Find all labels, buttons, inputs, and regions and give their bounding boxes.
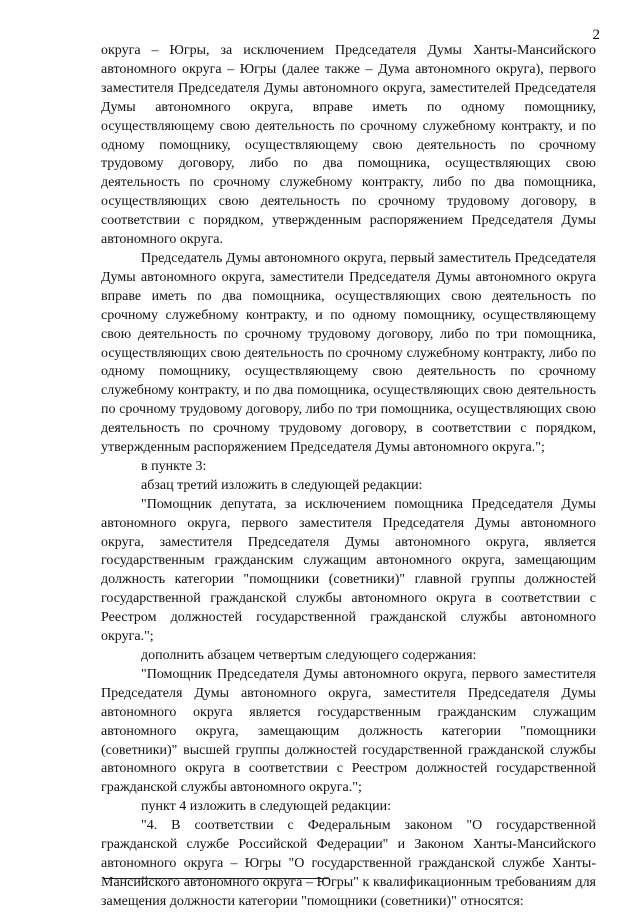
paragraph-item-4: пункт 4 изложить в следующей редакции: [141,799,391,815]
paragraph-qualification-quote: "4. В соответствии с Федеральным законом "О государственной гражданской службе Российской Федерации" и Законом Ханты-Мансийского автономного округа – Югры "О государственной гражданской службе Ханты-Мансийского автономного округа – Югры" к квалификационным требованиям для замещения должности категории "помощники (советники)" относятся: [101,818,596,909]
paragraph-deputy-assistant-quote: "Помощник депутата, за исключением помощника Председателя Думы автономного округа, первого заместителя Председателя Думы автономного округа, заместителя Председателя Думы автономного округа, является государственным гражданским служащим автономного округа, замещающим должность категории "помощники (советники)" главной группы должностей государственной гражданской службы автономного округа в соответствии с Реестром должностей государственной гражданской службы автономного округа."; [101,496,596,645]
document-body [101,42,596,912]
paragraph-continuation: округа – Югры, за исключением Председателя Думы Ханты-Мансийского автономного округа – Югры (далее также – Дума автономного округа), первого заместителя Председателя Думы автономного округа, заместителей Председателя Думы автономного округа, вправе иметь по одному помощнику, осуществляющему свою деятельность по срочному служебному контракту, и по одному помощнику, осуществляющему свою деятельность по срочному трудовому договору, либо по два помощника, осуществляющих свою деятельность по срочному служебному контракту, либо по два помощника, осуществляющих свою деятельность по срочному трудовому договору, в соответствии с порядком, утвержденным распоряжением Председателя Думы автономного округа. [101,43,596,248]
paragraph-third-subparagraph: абзац третий изложить в следующей редакции: [141,477,423,493]
paragraph-chairman-assistant-quote: "Помощник Председателя Думы автономного округа, первого заместителя Председателя Думы автономного округа, заместителя Председателя Думы автономного округа является государственным гражданским служащим автономного округа, замещающим должность категории "помощники (советники)" высшей группы должностей государственной гражданской службы автономного округа в соответствии с Реестром должностей государственной гражданской службы автономного округа."; [101,666,596,796]
footnote-divider [104,878,329,879]
page-number: 2 [592,27,600,43]
paragraph-item-3: в пункте 3: [141,458,207,474]
paragraph-chairman-assistants: Председатель Думы автономного округа, первый заместитель Председателя Думы автономного округа, заместители Председателя Думы автономного округа вправе иметь по два помощника, осуществляющих свою деятельность по срочному служебному контракту, и по одному помощнику, осуществляющему свою деятельность по срочному трудовому договору, либо по три помощника, осуществляющих свою деятельность по срочному служебному контракту, либо по одному помощнику, осуществляющему свою деятельность по срочному служебному контракту, и по два помощника, осуществляющих свою деятельность по срочному трудовому договору, либо по три помощника, осуществляющих свою деятельность по срочному трудовому договору, в соответствии с порядком, утвержденным распоряжением Председателя Думы автономного округа."; [101,250,596,456]
paragraph-add-fourth: дополнить абзацем четвертым следующего содержания: [141,648,477,663]
